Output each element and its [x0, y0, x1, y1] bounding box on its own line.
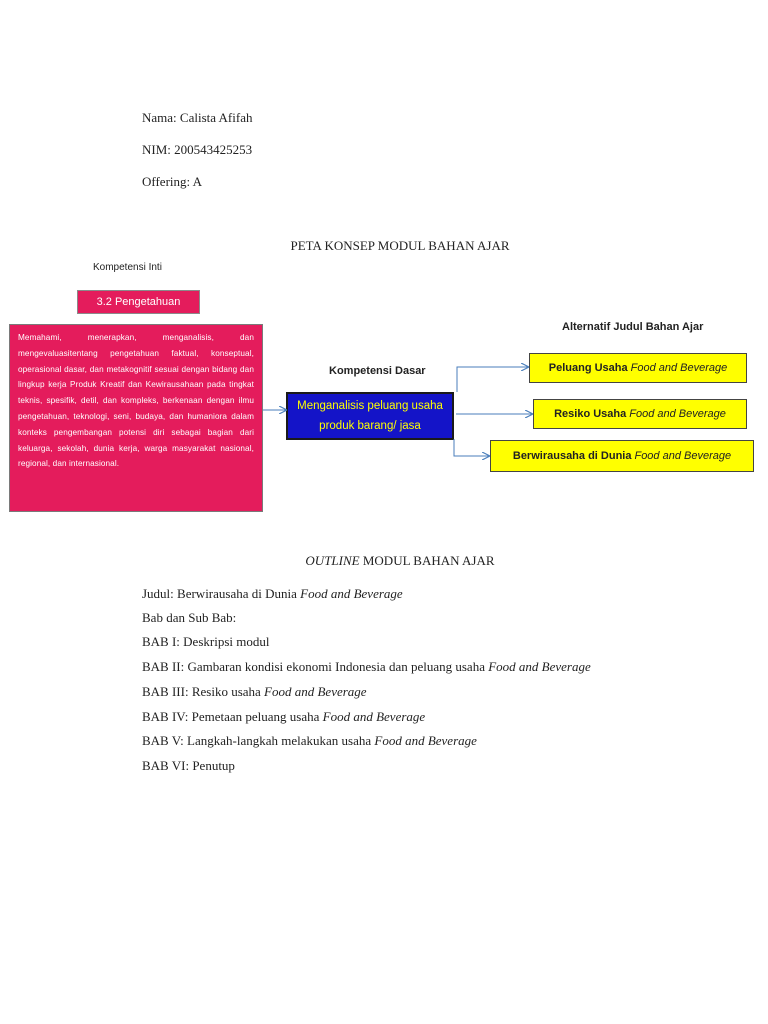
outline-bab-6: BAB VI: Penutup — [142, 758, 235, 773]
kompetensi-inti-label: Kompetensi Inti — [93, 262, 162, 273]
alternative-title-3-italic: Food and Beverage — [634, 450, 732, 462]
alternative-title-1-prefix: Peluang Usaha — [548, 362, 628, 374]
outline-bab-3 — [142, 684, 367, 700]
outline-bab-4 — [142, 709, 425, 725]
concept-map-title: PETA KONSEP MODUL BAHAN AJAR — [290, 238, 510, 253]
arrow-kd-to-alt3 — [454, 439, 489, 456]
student-nim: NIM: 200543425253 — [142, 142, 253, 157]
kompetensi-inti-description: Memahami, menerapkan, menganalisis, dan mengevaluasitentang pengetahuan faktual, konseptual, operasional dasar, dan metakognitif sesuai dengan bidang dan lingkup kerja Produk Kreatif dan Kewirausahaan pada tingkat teknis, spesifik, detil, dan kompleks, berkenaan dengan ilmu pengetahuan, teknologi, seni, budaya, dan humaniora dalam konteks pengembangan potensi diri sebagai bagian dari keluarga, sekolah, dunia kerja, warga masyarakat nasional, regional, dan internasional. — [9, 324, 263, 512]
outline-bab-5-prefix: BAB V: Langkah-langkah melakukan usaha — [142, 733, 375, 748]
outline-judul-prefix: Judul: Berwirausaha di Dunia — [142, 586, 301, 601]
alternative-title-3-prefix: Berwirausaha di Dunia — [512, 450, 632, 462]
outline-bab-heading: Bab dan Sub Bab: — [142, 610, 237, 625]
alternative-title-2-italic: Food and Beverage — [629, 408, 726, 420]
outline-bab-2-prefix: BAB II: Gambaran kondisi ekonomi Indonesia dan peluang usaha — [142, 659, 489, 674]
alternative-title-2-prefix: Resiko Usaha — [554, 408, 627, 420]
outline-bab-5-italic: Food and Beverage — [374, 733, 477, 748]
outline-bab-1: BAB I: Deskripsi modul — [142, 634, 270, 649]
outline-bab-3-italic: Food and Beverage — [264, 684, 367, 699]
outline-bab-2 — [142, 659, 591, 675]
outline-judul — [142, 586, 403, 602]
outline-bab-5 — [142, 733, 477, 749]
kompetensi-dasar-label: Kompetensi Dasar — [329, 365, 426, 377]
alternatif-judul-label: Alternatif Judul Bahan Ajar — [562, 321, 704, 333]
outline-bab-4-italic: Food and Beverage — [322, 709, 426, 724]
outline-judul-italic: Food and Beverage — [300, 586, 403, 601]
student-name: Nama: Calista Afifah — [142, 110, 253, 125]
outline-bab-2-italic: Food and Beverage — [488, 659, 591, 674]
outline-title-rest: MODUL BAHAN AJAR — [359, 553, 495, 568]
arrow-kd-to-alt1 — [457, 367, 528, 392]
outline-title — [0, 553, 768, 569]
outline-bab-4-prefix: BAB IV: Pemetaan peluang usaha — [142, 709, 323, 724]
alternative-title-1-italic: Food and Beverage — [630, 362, 728, 374]
kompetensi-inti-box-text: 3.2 Pengetahuan — [96, 296, 181, 308]
kompetensi-dasar-box-text: Menganalisis peluang usaha produk barang/ jasa — [297, 400, 443, 432]
outline-title-italic: OUTLINE — [305, 553, 360, 568]
student-offering: Offering: A — [142, 174, 203, 189]
outline-bab-3-prefix: BAB III: Resiko usaha — [142, 684, 265, 699]
